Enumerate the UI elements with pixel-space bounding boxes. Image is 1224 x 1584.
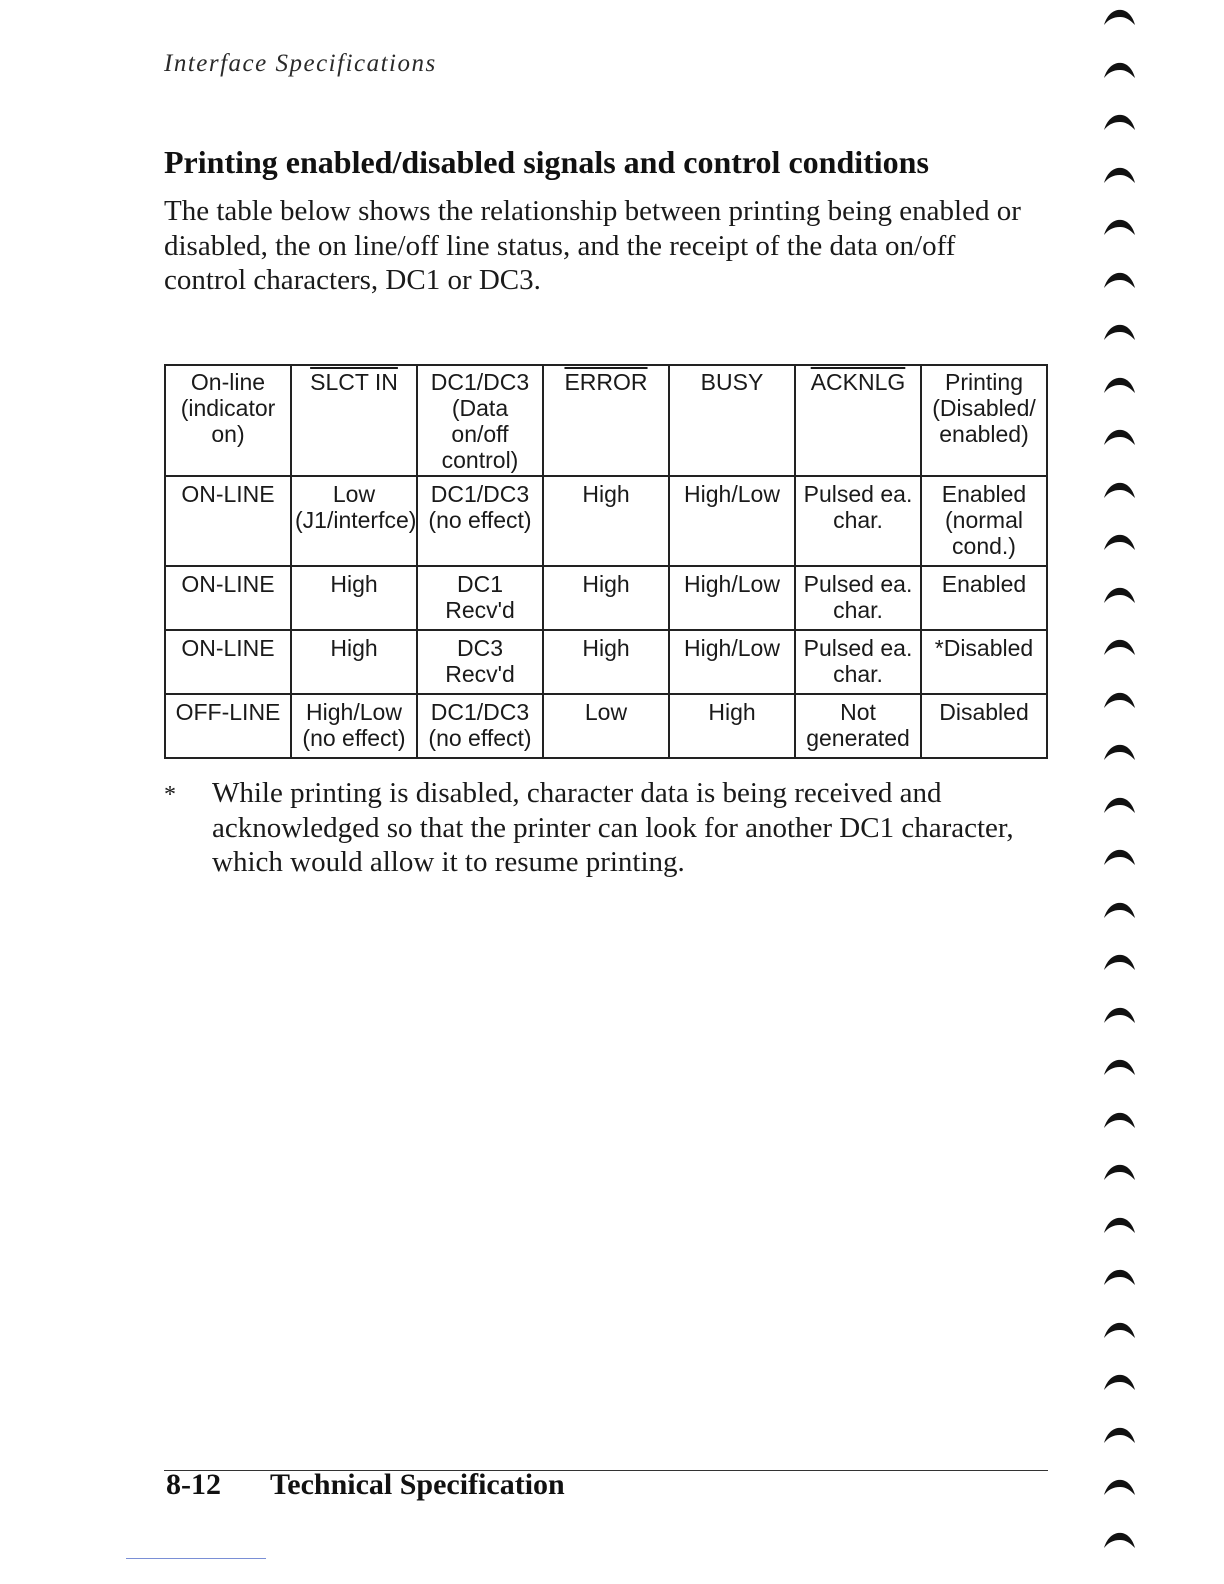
spiral-binding-ring-icon [1100,111,1138,133]
cell-error: Low [543,694,669,758]
spiral-binding-ring-icon [1100,689,1138,711]
cell-online: OFF-LINE [165,694,291,758]
spiral-binding-ring-icon [1100,1266,1138,1288]
spiral-binding-ring-icon [1100,951,1138,973]
spiral-binding-ring-icon [1100,6,1138,28]
cell-slct-in: High/Low (no effect) [291,694,417,758]
cell-printing: Enabled (normal cond.) [921,476,1047,566]
spiral-binding-ring-icon [1100,1319,1138,1341]
page-number: 8-12 [166,1468,221,1501]
header-printing: Printing (Disabled/ enabled) [921,365,1047,476]
spiral-binding-ring-icon [1100,426,1138,448]
cell-busy: High [669,694,795,758]
spiral-binding-ring-icon [1100,321,1138,343]
cell-dc1-dc3: DC1 Recv'd [417,566,543,630]
cell-dc1-dc3: DC1/DC3 (no effect) [417,694,543,758]
spiral-binding-ring-icon [1100,636,1138,658]
running-header: Interface Specifications [164,50,437,77]
header-dc1-dc3: DC1/DC3 (Data on/off control) [417,365,543,476]
spiral-binding-ring-icon [1100,1371,1138,1393]
spiral-binding-ring-icon [1100,1476,1138,1498]
spiral-binding-ring-icon [1100,846,1138,868]
table-header-row [165,365,1047,476]
footnote-text: While printing is disabled, character data is being received and acknowledged so that the printer can look for another DC1 character, which would allow it to resume printing. [212,777,1014,878]
scan-artifact-line [126,1558,266,1559]
cell-dc1-dc3: DC3 Recv'd [417,630,543,694]
header-busy: BUSY [669,365,795,476]
spiral-binding-ring-icon [1100,584,1138,606]
spiral-binding-ring-icon [1100,216,1138,238]
cell-busy: High/Low [669,630,795,694]
cell-busy: High/Low [669,476,795,566]
spiral-binding-ring-icon [1100,1161,1138,1183]
cell-printing: *Disabled [921,630,1047,694]
table-row [165,476,1047,566]
cell-printing: Disabled [921,694,1047,758]
cell-online: ON-LINE [165,476,291,566]
spiral-binding-ring-icon [1100,59,1138,81]
cell-online: ON-LINE [165,566,291,630]
cell-online: ON-LINE [165,630,291,694]
cell-slct-in: High [291,566,417,630]
signal-conditions-table [164,364,1048,759]
spiral-binding-ring-icon [1100,1529,1138,1551]
table-row [165,694,1047,758]
cell-acknlg: Pulsed ea. char. [795,566,921,630]
footer-title: Technical Specification [270,1468,565,1501]
header-acknlg: ACKNLG [795,365,921,476]
spiral-binding-ring-icon [1100,374,1138,396]
cell-slct-in: Low (J1/interfce) [291,476,417,566]
cell-error: High [543,566,669,630]
header-online: On-line (indicator on) [165,365,291,476]
spiral-binding-ring-icon [1100,794,1138,816]
spiral-binding-ring-icon [1100,741,1138,763]
spiral-binding [1100,0,1160,1584]
cell-acknlg: Pulsed ea. char. [795,630,921,694]
header-slct-in: SLCT IN [291,365,417,476]
spiral-binding-ring-icon [1100,479,1138,501]
spiral-binding-ring-icon [1100,164,1138,186]
cell-error: High [543,476,669,566]
spiral-binding-ring-icon [1100,899,1138,921]
cell-slct-in: High [291,630,417,694]
spiral-binding-ring-icon [1100,1214,1138,1236]
section-title: Printing enabled/disabled signals and control conditions [164,144,929,180]
spiral-binding-ring-icon [1100,531,1138,553]
page-footer [166,1468,565,1502]
spiral-binding-ring-icon [1100,1109,1138,1131]
table-row [165,566,1047,630]
header-error: ERROR [543,365,669,476]
spiral-binding-ring-icon [1100,1056,1138,1078]
intro-paragraph: The table below shows the relationship between printing being enabled or disabled, the on line/off line status, and the receipt of the data on/off control characters, DC1 or DC3. [164,195,1021,296]
cell-dc1-dc3: DC1/DC3 (no effect) [417,476,543,566]
table-row [165,630,1047,694]
footnote-marker: * [164,782,176,808]
footnote [164,776,1044,880]
cell-acknlg: Not generated [795,694,921,758]
cell-busy: High/Low [669,566,795,630]
cell-error: High [543,630,669,694]
cell-acknlg: Pulsed ea. char. [795,476,921,566]
cell-printing: Enabled [921,566,1047,630]
spiral-binding-ring-icon [1100,1004,1138,1026]
spiral-binding-ring-icon [1100,1424,1138,1446]
spiral-binding-ring-icon [1100,269,1138,291]
